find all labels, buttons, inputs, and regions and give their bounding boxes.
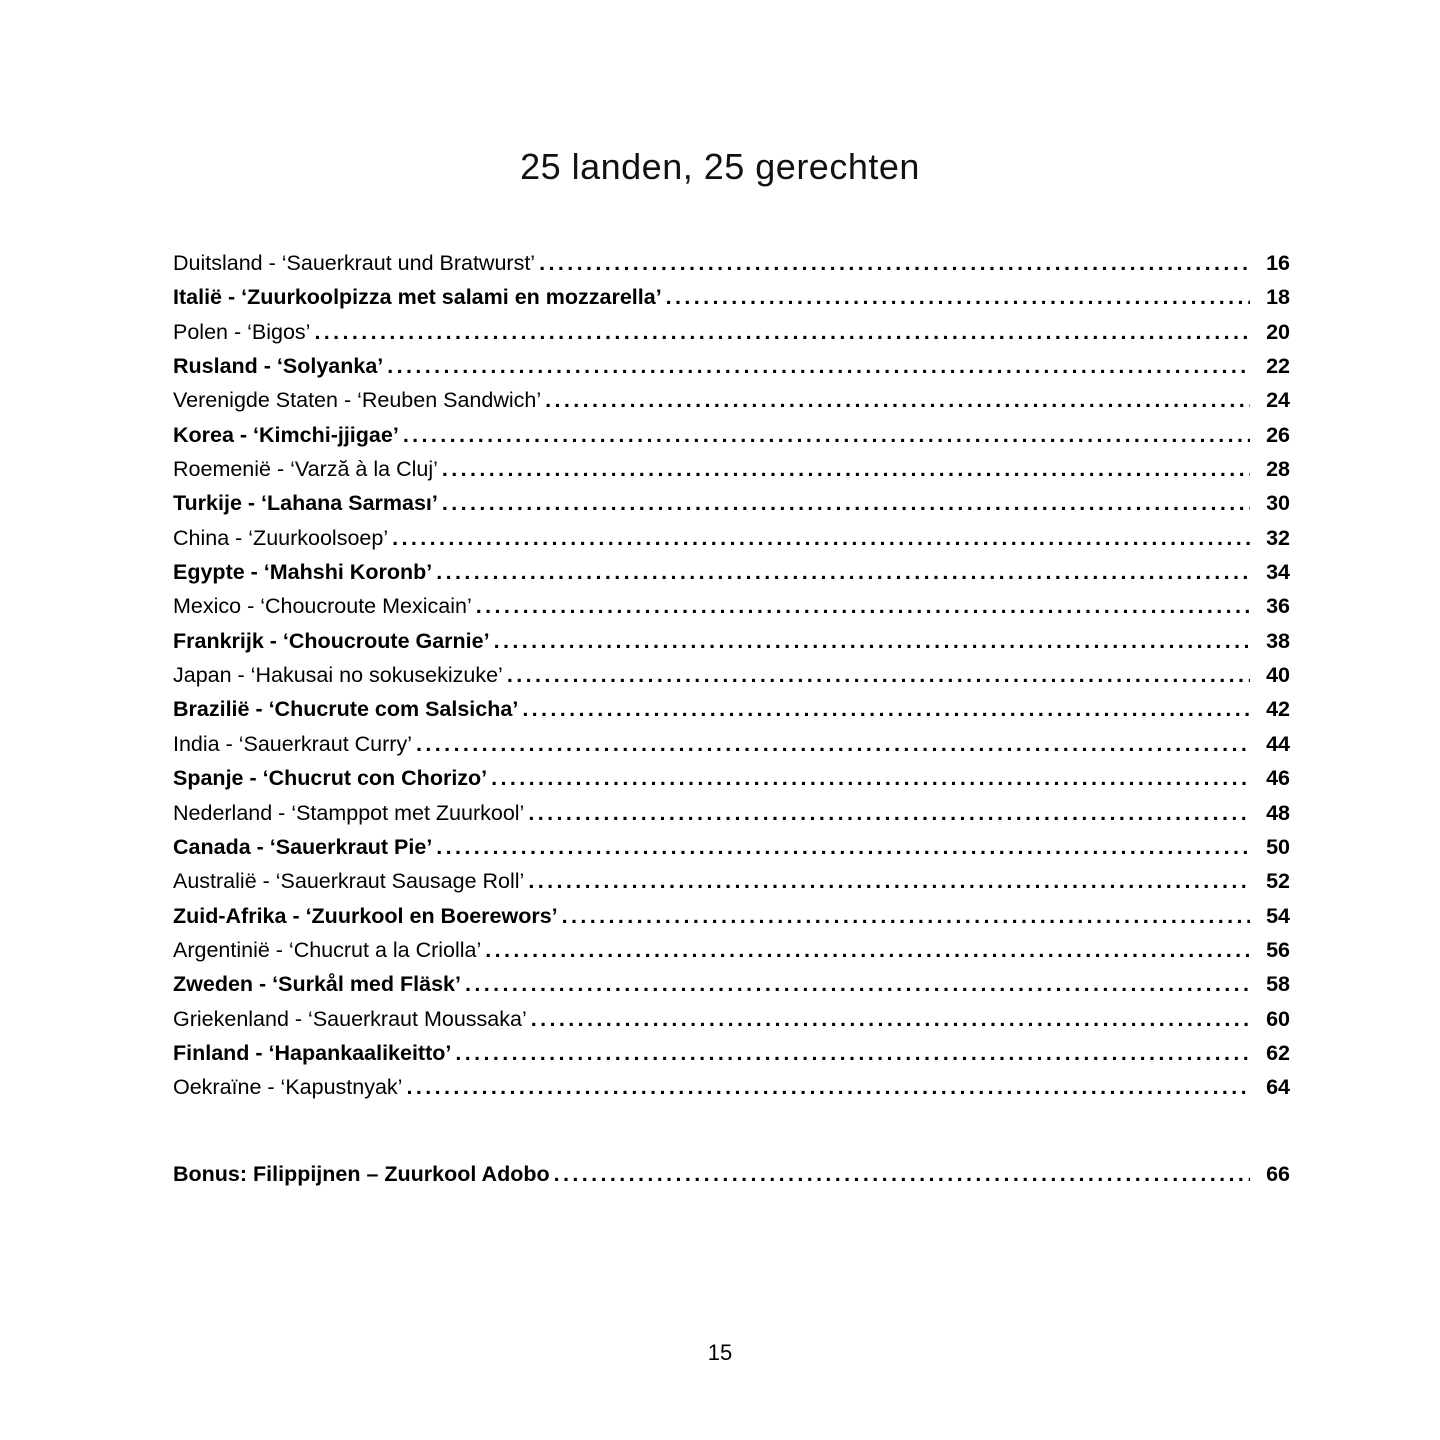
toc-entry[interactable] <box>173 383 1290 417</box>
toc-entry-label: Italië - ‘Zuurkoolpizza met salami en mozzarella’ <box>173 285 662 310</box>
toc-dot-leader <box>455 1036 1250 1070</box>
toc-entry[interactable] <box>173 727 1290 761</box>
toc-entry-label: China - ‘Zuurkoolsoep’ <box>173 525 389 550</box>
toc-entry[interactable] <box>173 521 1290 555</box>
toc-entry-label: Oekraïne - ‘Kapustnyak’ <box>173 1075 403 1100</box>
toc-entry[interactable] <box>173 761 1290 795</box>
toc-entry[interactable] <box>173 452 1290 486</box>
toc-entry-label: Egypte - ‘Mahshi Koronb’ <box>173 560 433 585</box>
toc-dot-leader <box>539 246 1250 280</box>
toc-page-number: 64 <box>1266 1075 1290 1100</box>
toc-entry-label: Nederland - ‘Stamppot met Zuurkool’ <box>173 800 525 825</box>
toc-entry-label: Argentinië - ‘Chucrut a la Criolla’ <box>173 937 482 962</box>
toc-page-number: 54 <box>1266 903 1290 928</box>
toc-dot-leader <box>314 315 1250 349</box>
toc-page-number: 40 <box>1266 663 1290 688</box>
toc-page-number: 16 <box>1266 251 1290 275</box>
toc-entry[interactable] <box>173 1157 1290 1191</box>
toc-entry-label: Zweden - ‘Surkål med Fläsk’ <box>173 972 461 997</box>
toc-entry[interactable] <box>173 418 1290 452</box>
toc-entry-label: India - ‘Sauerkraut Curry’ <box>173 731 412 756</box>
toc-dot-leader <box>403 418 1250 452</box>
toc-entry-label: Brazilië - ‘Chucrute com Salsicha’ <box>173 697 519 722</box>
toc-dot-leader <box>442 452 1250 486</box>
toc-entry-label: Polen - ‘Bigos’ <box>173 319 311 344</box>
toc-dot-leader <box>494 624 1250 658</box>
toc-entry-label: Bonus: Filippijnen – Zuurkool Adobo <box>173 1161 550 1186</box>
toc-page-number: 62 <box>1266 1040 1290 1065</box>
toc-entry-label: Verenigde Staten - ‘Reuben Sandwich’ <box>173 388 542 413</box>
toc-dot-leader <box>387 349 1250 383</box>
toc-entry[interactable] <box>173 349 1290 383</box>
toc-entry[interactable] <box>173 830 1290 864</box>
toc-dot-leader <box>507 658 1250 692</box>
toc-entry[interactable] <box>173 624 1290 658</box>
toc-entry-label: Mexico - ‘Choucroute Mexicain’ <box>173 594 472 619</box>
toc-entry[interactable] <box>173 280 1290 314</box>
toc-page-number: 26 <box>1266 422 1290 447</box>
toc-dot-leader <box>531 1002 1250 1036</box>
toc-page-number: 18 <box>1266 285 1290 310</box>
toc-page-number: 42 <box>1266 697 1290 722</box>
toc-dot-leader <box>554 1157 1250 1191</box>
toc-entry[interactable] <box>173 1002 1290 1036</box>
toc-dot-leader <box>465 967 1250 1001</box>
toc-entry-label: Turkije - ‘Lahana Sarması’ <box>173 491 438 516</box>
toc-dot-leader <box>522 692 1250 726</box>
toc-page-number: 34 <box>1266 560 1290 585</box>
toc-page-number: 66 <box>1266 1161 1290 1186</box>
toc-entry[interactable] <box>173 933 1290 967</box>
toc-entry-label: Korea - ‘Kimchi-jjigae’ <box>173 422 399 447</box>
toc-entry[interactable] <box>173 899 1290 933</box>
toc-entry-label: Zuid-Afrika - ‘Zuurkool en Boerewors’ <box>173 903 558 928</box>
toc-entry-label: Japan - ‘Hakusai no sokusekizuke’ <box>173 663 503 688</box>
toc-entry[interactable] <box>173 796 1290 830</box>
toc-page-number: 50 <box>1266 834 1290 859</box>
toc-entry[interactable] <box>173 555 1290 589</box>
toc-dot-leader <box>562 899 1250 933</box>
toc-page-number: 30 <box>1266 491 1290 516</box>
toc-page-number: 36 <box>1266 594 1290 619</box>
toc-entry-label: Canada - ‘Sauerkraut Pie’ <box>173 834 433 859</box>
toc-page-number: 48 <box>1266 800 1290 825</box>
toc-list <box>173 246 1290 1191</box>
toc-entry[interactable] <box>173 315 1290 349</box>
page-title: 25 landen, 25 gerechten <box>520 146 920 187</box>
toc-entry[interactable] <box>173 864 1290 898</box>
toc-page-number: 60 <box>1266 1006 1290 1031</box>
toc-entry-label: Roemenië - ‘Varză à la Cluj’ <box>173 457 438 482</box>
toc-dot-leader <box>406 1070 1250 1104</box>
toc-dot-leader <box>485 933 1250 967</box>
toc-page-number: 58 <box>1266 972 1290 997</box>
toc-dot-leader <box>545 383 1250 417</box>
toc-dot-leader <box>436 555 1250 589</box>
toc-entry-label: Spanje - ‘Chucrut con Chorizo’ <box>173 766 488 791</box>
toc-entry[interactable] <box>173 486 1290 520</box>
toc-entry[interactable] <box>173 589 1290 623</box>
toc-page-number: 46 <box>1266 766 1290 791</box>
toc-dot-leader <box>528 796 1250 830</box>
toc-dot-leader <box>392 521 1250 555</box>
toc-entry-label: Duitsland - ‘Sauerkraut und Bratwurst’ <box>173 251 536 275</box>
toc-page-number: 22 <box>1266 354 1290 379</box>
toc-entry-label: Australië - ‘Sauerkraut Sausage Roll’ <box>173 869 525 894</box>
toc-dot-leader <box>666 280 1250 314</box>
toc-page-number: 20 <box>1266 319 1290 344</box>
toc-entry-label: Griekenland - ‘Sauerkraut Moussaka’ <box>173 1006 527 1031</box>
toc-dot-leader <box>442 486 1250 520</box>
toc-entry-label: Finland - ‘Hapankaalikeitto’ <box>173 1040 452 1065</box>
toc-entry[interactable] <box>173 692 1290 726</box>
toc-page-number: 38 <box>1266 628 1290 653</box>
toc-page-number: 44 <box>1266 731 1290 756</box>
toc-entry[interactable] <box>173 246 1290 280</box>
toc-page-number: 32 <box>1266 525 1290 550</box>
footer-page-number: 15 <box>707 1340 733 1365</box>
toc-page-number: 56 <box>1266 937 1290 962</box>
toc-dot-leader <box>528 864 1250 898</box>
toc-page-number: 24 <box>1266 388 1290 413</box>
toc-page-number: 28 <box>1266 457 1290 482</box>
toc-entry[interactable] <box>173 967 1290 1001</box>
toc-entry[interactable] <box>173 1070 1290 1104</box>
toc-dot-leader <box>416 727 1250 761</box>
toc-dot-leader <box>476 589 1250 623</box>
toc-dot-leader <box>491 761 1250 795</box>
toc-page-number: 52 <box>1266 869 1290 894</box>
toc-entry-label: Rusland - ‘Solyanka’ <box>173 354 384 379</box>
toc-entry[interactable] <box>173 1036 1290 1070</box>
toc-entry-label: Frankrijk - ‘Choucroute Garnie’ <box>173 628 490 653</box>
toc-dot-leader <box>436 830 1250 864</box>
toc-entry[interactable] <box>173 658 1290 692</box>
